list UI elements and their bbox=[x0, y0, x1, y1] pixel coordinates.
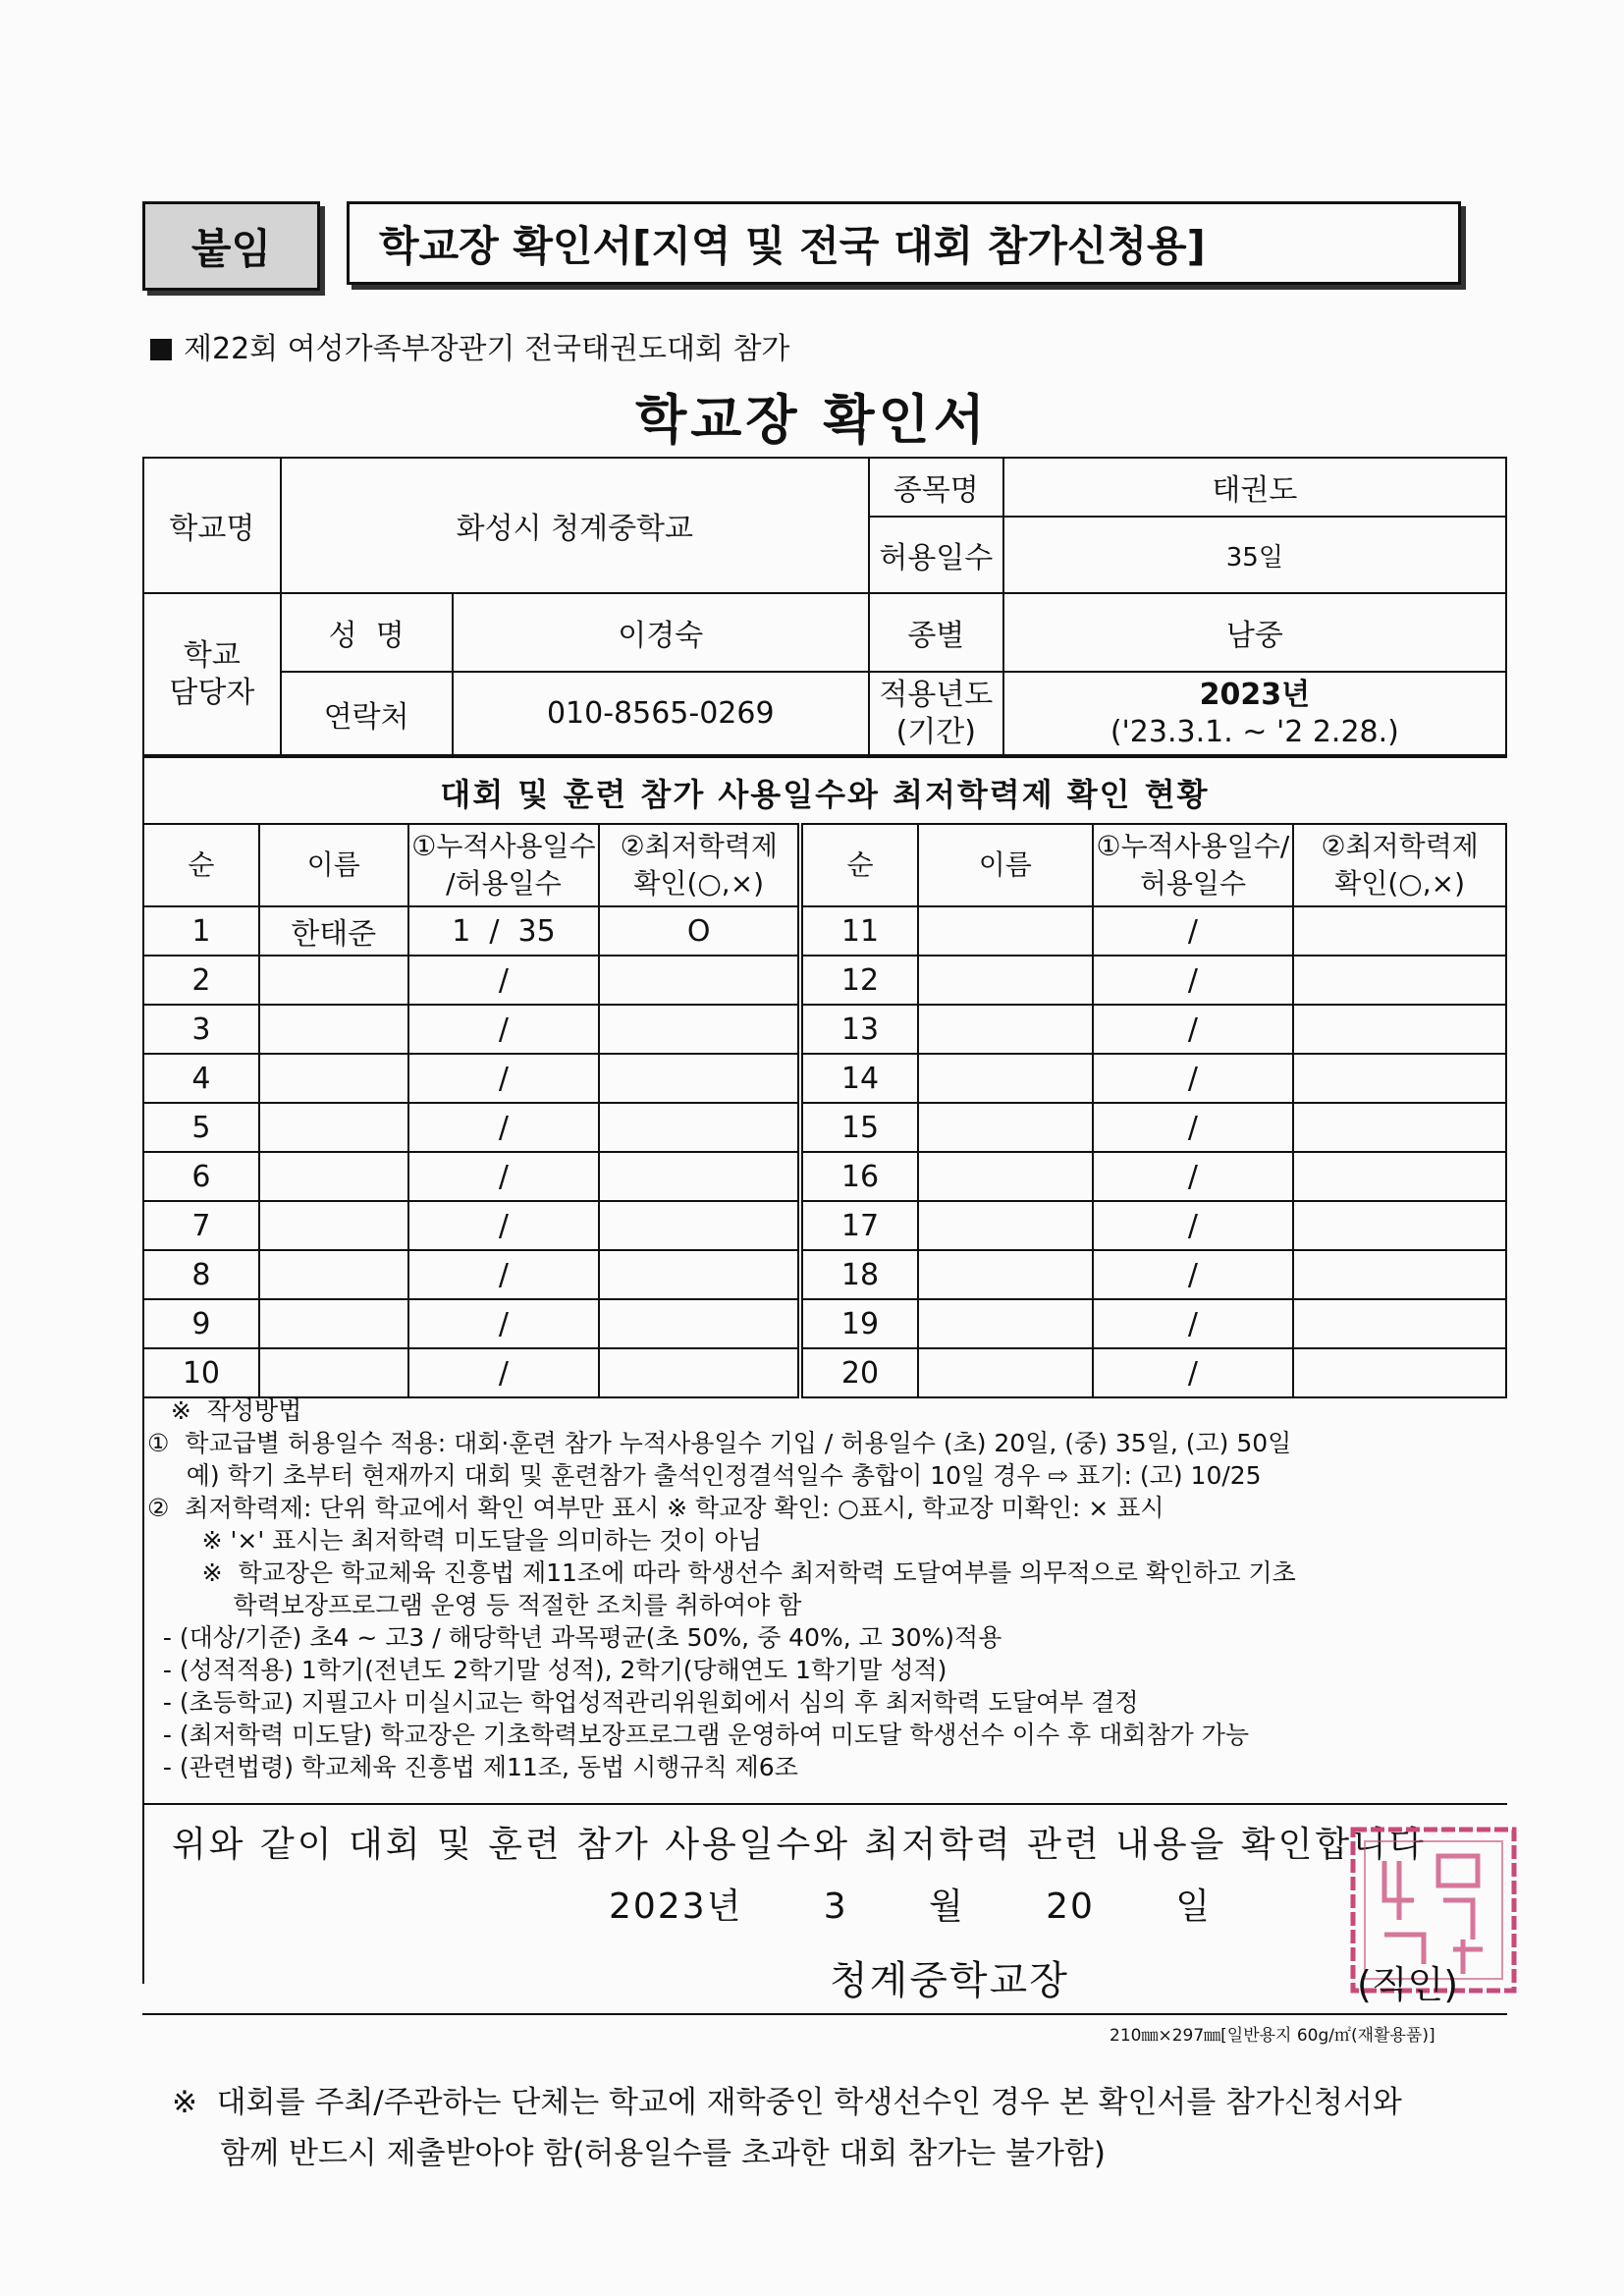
footer-note bbox=[172, 2077, 1527, 2179]
student-name bbox=[259, 1250, 408, 1299]
used-days: / bbox=[408, 1201, 600, 1250]
roster-header-row bbox=[143, 824, 1506, 906]
used-days: / bbox=[1093, 1299, 1294, 1348]
event-text: 제22회 여성가족부장관기 전국태권도대회 참가 bbox=[184, 332, 790, 366]
academic-check bbox=[599, 1299, 800, 1348]
student-name bbox=[259, 1103, 408, 1152]
used-days: / bbox=[408, 1103, 600, 1152]
contact-value: 010-8565-0269 bbox=[453, 672, 869, 755]
instruction-line: - (관련법령) 학교체육 진흥법 제11조, 동법 시행규칙 제6조 bbox=[147, 1753, 798, 1781]
sport-label: 종목명 bbox=[869, 458, 1003, 517]
header-no: 순 bbox=[143, 824, 259, 906]
period-value bbox=[1003, 672, 1506, 755]
name-label: 성 명 bbox=[281, 593, 453, 672]
academic-check bbox=[1293, 1299, 1506, 1348]
roster-row bbox=[143, 1152, 1506, 1201]
academic-check bbox=[599, 1201, 800, 1250]
manager-label: 학교 담당자 bbox=[143, 593, 281, 755]
used-days: / bbox=[408, 1054, 600, 1103]
contact-label: 연락처 bbox=[281, 672, 453, 755]
left-frame-line bbox=[142, 457, 144, 1984]
student-name bbox=[259, 1348, 408, 1397]
academic-check bbox=[599, 1005, 800, 1054]
row-number: 2 bbox=[143, 956, 259, 1005]
row-number: 3 bbox=[143, 1005, 259, 1054]
header-days: ①누적사용일수 /허용일수 bbox=[408, 824, 600, 906]
academic-check: O bbox=[599, 906, 800, 956]
attachment-tag: 붙임 bbox=[142, 201, 320, 291]
academic-check bbox=[599, 1348, 800, 1397]
instruction-line: ※ 학교장은 학교체육 진흥법 제11조에 따라 학생선수 최저학력 도달여부를 의무적으로 확인하고 기초 bbox=[147, 1558, 1296, 1587]
row-number: 16 bbox=[800, 1152, 918, 1201]
paper-spec: 210㎜×297㎜[일반용지 60g/㎡(재활용품)] bbox=[1110, 2026, 1435, 2046]
student-name bbox=[259, 1005, 408, 1054]
roster-table bbox=[142, 823, 1507, 1398]
document-title: 학교장 확인서 bbox=[635, 389, 989, 451]
used-days: / bbox=[1093, 906, 1294, 956]
used-days: / bbox=[1093, 1103, 1294, 1152]
row-number: 7 bbox=[143, 1201, 259, 1250]
instruction-line: - (초등학교) 지필고사 미실시교는 학업성적관리위원회에서 심의 후 최저학력 도달여부 결정 bbox=[147, 1688, 1139, 1717]
instruction-line: 학력보장프로그램 운영 등 적절한 조치를 취하여야 함 bbox=[147, 1591, 802, 1619]
academic-check bbox=[599, 1250, 800, 1299]
instruction-line: ① 학교급별 허용일수 적용: 대회·훈련 참가 누적사용일수 기입 / 허용일수 (초) 20일, (중) 35일, (고) 50일 bbox=[147, 1429, 1292, 1457]
used-days: / bbox=[408, 1152, 600, 1201]
sport-value: 태권도 bbox=[1003, 458, 1506, 517]
used-days: / bbox=[1093, 956, 1294, 1005]
event-line bbox=[150, 324, 789, 367]
principal-title: 청계중학교장 bbox=[830, 1958, 1069, 2003]
seal-label: (직인) bbox=[1357, 1963, 1459, 2006]
roster-row bbox=[143, 1054, 1506, 1103]
confirmation-date: 2023년 3 월 20 일 bbox=[609, 1886, 1212, 1927]
academic-check bbox=[1293, 1054, 1506, 1103]
student-name bbox=[918, 1152, 1093, 1201]
instruction-line: ※ 작성방법 bbox=[147, 1396, 302, 1425]
row-number: 8 bbox=[143, 1250, 259, 1299]
roster-row bbox=[143, 1299, 1506, 1348]
row-number: 4 bbox=[143, 1054, 259, 1103]
row-number: 5 bbox=[143, 1103, 259, 1152]
page-bottom-rule bbox=[142, 2013, 1507, 2015]
used-days: 1 / 35 bbox=[408, 906, 600, 956]
row-number: 10 bbox=[143, 1348, 259, 1397]
roster-row bbox=[143, 1103, 1506, 1152]
student-name bbox=[259, 1054, 408, 1103]
header-no-right: 순 bbox=[800, 824, 918, 906]
used-days: / bbox=[1093, 1005, 1294, 1054]
row-number: 14 bbox=[800, 1054, 918, 1103]
roster-row bbox=[143, 1348, 1506, 1397]
school-info-table bbox=[142, 457, 1507, 756]
academic-check bbox=[1293, 956, 1506, 1005]
instructions bbox=[147, 1394, 1512, 1783]
period-label: 적용년도 (기간) bbox=[869, 672, 1003, 755]
used-days: / bbox=[1093, 1250, 1294, 1299]
header-name: 이름 bbox=[259, 824, 408, 906]
roster-body bbox=[143, 906, 1506, 1397]
academic-check bbox=[1293, 1250, 1506, 1299]
header-check-right: ②최저학력제 확인(○,×) bbox=[1293, 824, 1506, 906]
instruction-line: - (최저학력 미도달) 학교장은 기초학력보장프로그램 운영하여 미도달 학생선수 이수 후 대회참가 가능 bbox=[147, 1721, 1249, 1749]
manager-name: 이경숙 bbox=[453, 593, 869, 672]
student-name bbox=[259, 1152, 408, 1201]
status-title: 대회 및 훈련 참가 사용일수와 최저학력제 확인 현황 bbox=[142, 756, 1507, 827]
academic-check bbox=[599, 956, 800, 1005]
square-bullet-icon bbox=[150, 339, 172, 360]
division-label: 종별 bbox=[869, 593, 1003, 672]
academic-check bbox=[1293, 1103, 1506, 1152]
division-value: 남중 bbox=[1003, 593, 1506, 672]
roster-row bbox=[143, 1005, 1506, 1054]
student-name bbox=[918, 1103, 1093, 1152]
instruction-line: ② 최저학력제: 단위 학교에서 확인 여부만 표시 ※ 학교장 확인: ○표시, 학교장 미확인: × 표시 bbox=[147, 1494, 1164, 1522]
row-number: 11 bbox=[800, 906, 918, 956]
footer-line: ※ 대회를 주최/주관하는 단체는 학교에 재학중인 학생선수인 경우 본 확인서를 참가신청서와 bbox=[172, 2085, 1402, 2120]
row-number: 15 bbox=[800, 1103, 918, 1152]
row-number: 13 bbox=[800, 1005, 918, 1054]
instruction-line: - (대상/기준) 초4 ~ 고3 / 해당학년 과목평균(초 50%, 중 40%, 고 30%)적용 bbox=[147, 1623, 1002, 1652]
footer-line: 함께 반드시 제출받아야 함(허용일수를 초과한 대회 참가는 불가함) bbox=[172, 2136, 1106, 2171]
row-number: 17 bbox=[800, 1201, 918, 1250]
used-days: / bbox=[1093, 1348, 1294, 1397]
used-days: / bbox=[408, 1005, 600, 1054]
academic-check bbox=[1293, 1152, 1506, 1201]
instruction-line: - (성적적용) 1학기(전년도 2학기말 성적), 2학기(당해연도 1학기말 성적) bbox=[147, 1656, 947, 1684]
academic-check bbox=[599, 1054, 800, 1103]
row-number: 18 bbox=[800, 1250, 918, 1299]
row-number: 19 bbox=[800, 1299, 918, 1348]
row-number: 9 bbox=[143, 1299, 259, 1348]
row-number: 6 bbox=[143, 1152, 259, 1201]
student-name bbox=[918, 1250, 1093, 1299]
student-name bbox=[918, 906, 1093, 956]
student-name bbox=[259, 956, 408, 1005]
academic-check bbox=[1293, 906, 1506, 956]
row-number: 1 bbox=[143, 906, 259, 956]
header-name-right: 이름 bbox=[918, 824, 1093, 906]
used-days: / bbox=[408, 1250, 600, 1299]
student-name bbox=[918, 1005, 1093, 1054]
school-name: 화성시 청계중학교 bbox=[281, 458, 869, 593]
student-name bbox=[918, 1054, 1093, 1103]
roster-row bbox=[143, 906, 1506, 956]
period-range: ('23.3.1. ~ '2 2.28.) bbox=[1110, 714, 1399, 749]
academic-check bbox=[599, 1152, 800, 1201]
academic-check bbox=[1293, 1201, 1506, 1250]
student-name: 한태준 bbox=[259, 906, 408, 956]
student-name bbox=[918, 956, 1093, 1005]
header-check: ②최저학력제 확인(○,×) bbox=[599, 824, 800, 906]
used-days: / bbox=[1093, 1152, 1294, 1201]
used-days: / bbox=[408, 1299, 600, 1348]
roster-row bbox=[143, 1201, 1506, 1250]
row-number: 12 bbox=[800, 956, 918, 1005]
roster-row bbox=[143, 956, 1506, 1005]
instruction-line: ※ '×' 표시는 최저학력 미도달을 의미하는 것이 아님 bbox=[147, 1526, 762, 1555]
instruction-line: 예) 학기 초부터 현재까지 대회 및 훈련참가 출석인정결석일수 총합이 10일 경우 ⇨ 표기: (고) 10/25 bbox=[147, 1461, 1262, 1490]
academic-check bbox=[1293, 1005, 1506, 1054]
academic-check bbox=[599, 1103, 800, 1152]
period-year: 2023년 bbox=[1199, 677, 1311, 712]
student-name bbox=[918, 1348, 1093, 1397]
school-name-label: 학교명 bbox=[143, 458, 281, 593]
header-days-right: ①누적사용일수/ 허용일수 bbox=[1093, 824, 1294, 906]
used-days: / bbox=[1093, 1201, 1294, 1250]
student-name bbox=[259, 1201, 408, 1250]
student-name bbox=[918, 1299, 1093, 1348]
academic-check bbox=[1293, 1348, 1506, 1397]
certificate-banner: 학교장 확인서[지역 및 전국 대회 참가신청용] bbox=[347, 201, 1461, 285]
used-days: / bbox=[408, 1348, 600, 1397]
roster-row bbox=[143, 1250, 1506, 1299]
student-name bbox=[918, 1201, 1093, 1250]
row-number: 20 bbox=[800, 1348, 918, 1397]
confirmation-statement: 위와 같이 대회 및 훈련 참가 사용일수와 최저학력 관련 내용을 확인합니다 bbox=[172, 1825, 1427, 1865]
allowed-days-value: 35일 bbox=[1003, 517, 1506, 593]
allowed-days-label: 허용일수 bbox=[869, 517, 1003, 593]
used-days: / bbox=[1093, 1054, 1294, 1103]
student-name bbox=[259, 1299, 408, 1348]
notes-bottom-rule bbox=[142, 1803, 1507, 1805]
used-days: / bbox=[408, 956, 600, 1005]
